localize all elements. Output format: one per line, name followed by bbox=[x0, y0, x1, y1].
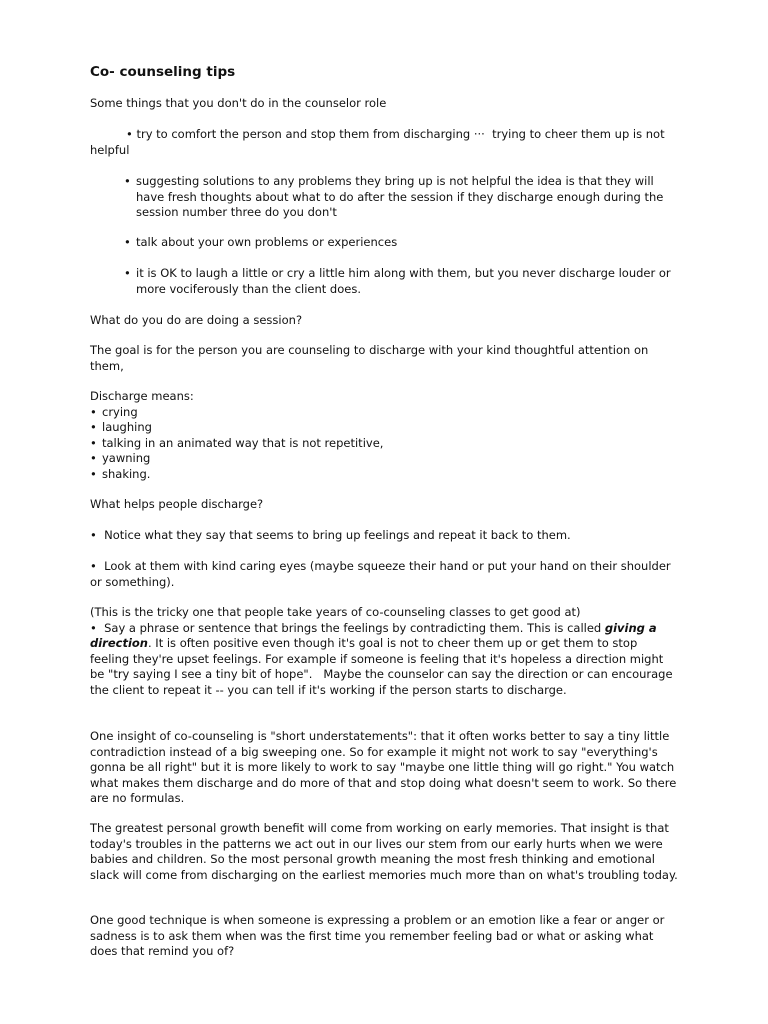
list-item-text: crying bbox=[102, 404, 138, 419]
helps-item-directions bbox=[90, 605, 680, 698]
bullet: • bbox=[90, 451, 97, 465]
list-item bbox=[90, 405, 680, 421]
bullet: • bbox=[90, 528, 97, 542]
list-item-text: talking in an animated way that is not repetitive, bbox=[102, 435, 384, 450]
not-do-heading: Some things that you don't do in the counselor role bbox=[90, 96, 387, 110]
not-do-item-text: it is OK to laugh a little or cry a little him along with them, but you never discharge louder or more vociferously than the client does. bbox=[136, 266, 671, 296]
technique-paragraph: One good technique is when someone is expressing a problem or an emotion like a fear or anger or sadness is to ask them when was the first time you remember feeling bad or what or asking what does that remind you of? bbox=[90, 913, 669, 958]
bullet: • bbox=[90, 404, 97, 419]
insight-paragraph: One insight of co-counseling is "short understatements": that it often works better to say a tiny little contradiction instead of a big sweeping one. So for example it might not work to say "everything's gonna be all right" but it is more likely to work to say "maybe one little thing will go right." You watch what makes them discharge and do more of that and stop doing what doesn't seem to work. So there are no formulas. bbox=[90, 729, 680, 805]
not-do-item-text: suggesting solutions to any problems they bring up is not helpful the idea is that they will have fresh thoughts about what to do after the session if they discharge enough during the session number three do you don't bbox=[136, 174, 664, 219]
list-item-text: laughing bbox=[102, 420, 152, 434]
bullet: • bbox=[90, 466, 97, 481]
not-do-first-item-text: try to comfort the person and stop them from discharging ··· trying to cheer them up is not helpful bbox=[90, 127, 669, 157]
bullet: • bbox=[124, 235, 131, 249]
bullet: • bbox=[90, 559, 97, 573]
list-item bbox=[90, 420, 680, 436]
list-item-text: shaking. bbox=[102, 466, 151, 481]
directions-text-end: . It is often positive even though it's goal is not to cheer them up or get them to stop feeling they're upset feelings. For example if someone is feeling that it's hopeless a direction might be "try saying I see a tiny bit of hope". Maybe the counselor can say the direction or can encourage the client to repeat it -- you can tell if it's working if the person starts to discharge. bbox=[90, 636, 677, 697]
bullet: • bbox=[124, 174, 131, 188]
helps-item bbox=[90, 528, 680, 544]
not-do-item bbox=[124, 235, 684, 251]
list-item bbox=[90, 467, 680, 483]
bullet: • bbox=[124, 266, 131, 280]
list-item-text: yawning bbox=[102, 451, 151, 465]
growth-paragraph: The greatest personal growth benefit will come from working on early memories. That insight is that today's troubles in the patterns we act out in our lives our stem from our early hurts when we were babies and children. So the most personal growth meaning the most fresh thinking and emotional slack will come from discharging on the earliest memories much more than on what's troubling today. bbox=[90, 821, 678, 882]
discharge-list bbox=[90, 389, 680, 482]
helps-item-text: Look at them with kind caring eyes (maybe squeeze their hand or put your hand on their shoulder or something). bbox=[90, 559, 675, 589]
giving-a-direction-term: giving a direction bbox=[90, 620, 661, 650]
session-question: What do you do are doing a session? bbox=[90, 313, 303, 327]
bullet: • bbox=[90, 435, 97, 450]
bullet: • bbox=[90, 620, 97, 635]
bullet: • bbox=[126, 127, 133, 141]
bullet: • bbox=[90, 420, 97, 434]
not-do-first-item bbox=[90, 127, 680, 158]
helps-item-text: Notice what they say that seems to bring up feelings and repeat it back to them. bbox=[104, 528, 571, 542]
document-title: Co- counseling tips bbox=[90, 64, 236, 80]
not-do-item bbox=[124, 174, 684, 221]
not-do-item bbox=[124, 266, 684, 297]
tricky-note: (This is the tricky one that people take years of co-counseling classes to get good at) bbox=[90, 605, 581, 619]
directions-text-start: Say a phrase or sentence that brings the feelings by contradicting them. This is called bbox=[104, 620, 605, 635]
helps-heading: What helps people discharge? bbox=[90, 497, 264, 511]
not-do-item-text: talk about your own problems or experiences bbox=[136, 235, 398, 249]
helps-item bbox=[90, 559, 680, 590]
session-goal: The goal is for the person you are counseling to discharge with your kind thoughtful attention on them, bbox=[90, 343, 652, 373]
list-item bbox=[90, 436, 680, 452]
discharge-heading: Discharge means: bbox=[90, 389, 194, 403]
list-item bbox=[90, 451, 680, 467]
